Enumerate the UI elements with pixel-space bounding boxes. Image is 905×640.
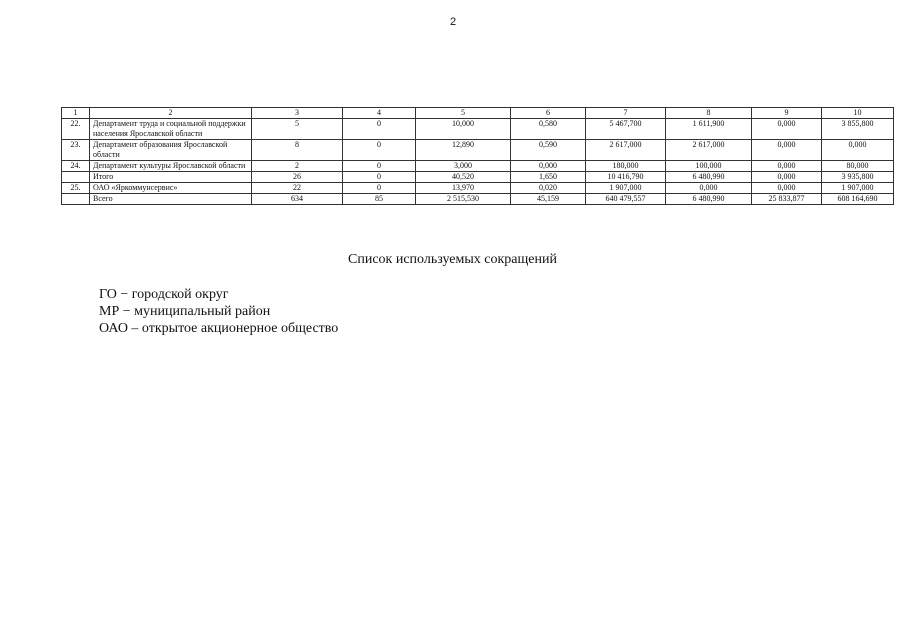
table-cell: 0,000 (822, 140, 894, 161)
table-cell: 22 (252, 183, 343, 194)
abbreviation-item: ГО − городской округ (99, 287, 229, 302)
table-cell: 0,000 (752, 140, 822, 161)
table-header-cell: 8 (666, 108, 752, 119)
table-cell: 12,890 (416, 140, 511, 161)
table-cell: 1 611,900 (666, 119, 752, 140)
table-header-cell: 3 (252, 108, 343, 119)
abbreviation-item: МР − муниципальный район (99, 304, 271, 319)
table-cell: 1 907,000 (586, 183, 666, 194)
table-header-row (62, 108, 894, 119)
table-cell: 0,020 (511, 183, 586, 194)
table-cell: 85 (343, 194, 416, 205)
table-cell: 10,000 (416, 119, 511, 140)
table-cell: 0 (343, 183, 416, 194)
table-cell: 13,970 (416, 183, 511, 194)
table-cell: 26 (252, 172, 343, 183)
table-cell: 80,000 (822, 161, 894, 172)
table-cell: 0,590 (511, 140, 586, 161)
abbreviations-title: Список используемых сокращений (348, 252, 557, 267)
table-row (62, 119, 894, 140)
table-cell: 180,000 (586, 161, 666, 172)
table-cell: 5 467,700 (586, 119, 666, 140)
table-cell: 0,000 (752, 183, 822, 194)
table-cell: 6 480,990 (666, 194, 752, 205)
table-header-cell: 9 (752, 108, 822, 119)
row-number (62, 172, 90, 183)
table-cell: 0,000 (752, 172, 822, 183)
table-subtotal-row (62, 172, 894, 183)
table-cell: 0,000 (752, 119, 822, 140)
table-cell: 0 (343, 172, 416, 183)
table-total-row (62, 194, 894, 205)
table-cell: 0,580 (511, 119, 586, 140)
table-header-cell: 4 (343, 108, 416, 119)
row-name: Департамент культуры Ярославской области (90, 161, 252, 172)
table-cell: 0 (343, 119, 416, 140)
row-number: 23. (62, 140, 90, 161)
table-cell: 2 (252, 161, 343, 172)
row-name: Департамент образования Ярославской области (90, 140, 252, 161)
table-cell: 0,000 (666, 183, 752, 194)
table-cell: 1,650 (511, 172, 586, 183)
row-number: 24. (62, 161, 90, 172)
table-cell: 3 935,800 (822, 172, 894, 183)
table-row (62, 140, 894, 161)
table-cell: 0,000 (752, 161, 822, 172)
table-cell: 40,520 (416, 172, 511, 183)
table-cell: 3,000 (416, 161, 511, 172)
table-cell: 608 164,690 (822, 194, 894, 205)
row-number: 22. (62, 119, 90, 140)
table-cell: 10 416,790 (586, 172, 666, 183)
table-header-cell: 6 (511, 108, 586, 119)
row-name: Департамент труда и социальной поддержки населения Ярославской области (90, 119, 252, 140)
row-name: Итого (90, 172, 252, 183)
table-cell: 0,000 (511, 161, 586, 172)
row-name: Всего (90, 194, 252, 205)
table-cell: 634 (252, 194, 343, 205)
table-cell: 100,000 (666, 161, 752, 172)
table-cell: 8 (252, 140, 343, 161)
table-cell: 6 480,990 (666, 172, 752, 183)
table-header-cell: 10 (822, 108, 894, 119)
table-cell: 3 855,800 (822, 119, 894, 140)
abbreviations-list (99, 286, 338, 337)
table-cell: 640 479,557 (586, 194, 666, 205)
table-row (62, 161, 894, 172)
table-cell: 2 617,000 (586, 140, 666, 161)
table-cell: 0 (343, 140, 416, 161)
table-cell: 0 (343, 161, 416, 172)
table-header-cell: 1 (62, 108, 90, 119)
table-cell: 5 (252, 119, 343, 140)
row-number: 25. (62, 183, 90, 194)
table-cell: 1 907,000 (822, 183, 894, 194)
row-number (62, 194, 90, 205)
abbreviation-item: ОАО – открытое акционерное общество (99, 321, 339, 336)
table-cell: 2 617,000 (666, 140, 752, 161)
table-cell: 2 515,530 (416, 194, 511, 205)
table-row (62, 183, 894, 194)
table-cell: 45,159 (511, 194, 586, 205)
table-header-cell: 5 (416, 108, 511, 119)
page-number: 2 (449, 16, 457, 28)
table-header-cell: 2 (90, 108, 252, 119)
table-header-cell: 7 (586, 108, 666, 119)
data-table (61, 107, 894, 205)
row-name: ОАО «Яркоммунсервис» (90, 183, 252, 194)
table-cell: 25 833,877 (752, 194, 822, 205)
